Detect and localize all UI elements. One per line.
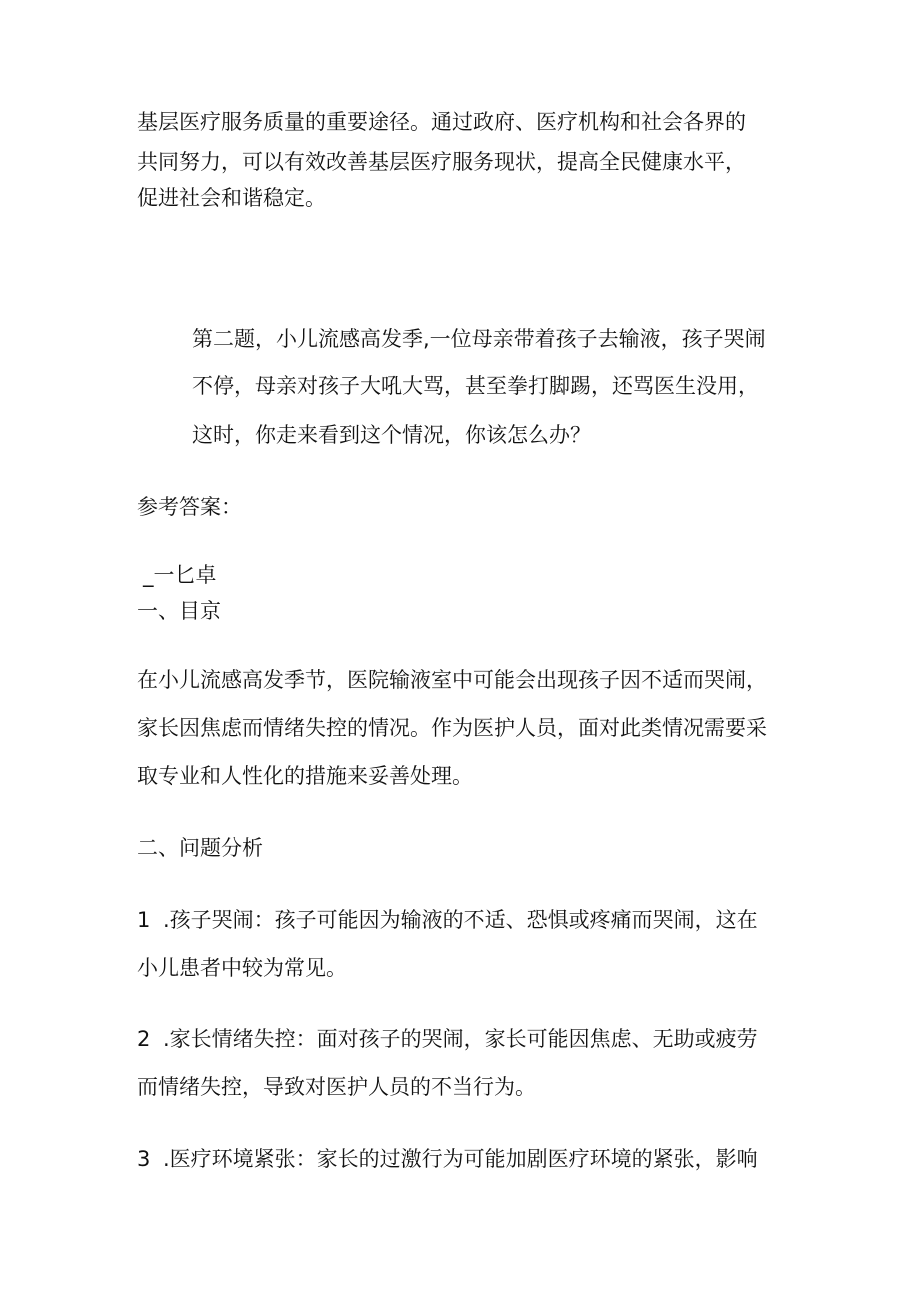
section-two-heading: 二、问题分析 [137,836,263,860]
analysis-item-1-number: 1 [137,908,151,932]
question-line-2: 不停，母亲对孩子大吼大骂，甚至拳打脚踢，还骂医生没用， [192,374,759,398]
analysis-item-3-number: 3 [137,1147,151,1171]
section-one-line-3: 取专业和人性化的措施来妥善处理。 [137,764,473,788]
intro-line-1: 基层医疗服务质量的重要途径。通过政府、医疗机构和社会各界的 [137,110,746,134]
section-one-heading: 一、目京 [137,599,221,623]
intro-line-3: 促进社会和谐稳定。 [137,186,326,210]
analysis-item-1-line-2: 小儿患者中较为常见。 [137,956,347,980]
intro-line-2: 共同努力，可以有效改善基层医疗服务现状，提高全民健康水平， [137,150,746,174]
analysis-item-3-line-1: .医疗环境紧张：家长的过激行为可能加剧医疗环境的紧张，影响 [163,1147,758,1171]
analysis-item-2-line-1: .家长情绪失控：面对孩子的哭闹，家长可能因焦虑、无助或疲劳 [163,1027,758,1051]
section-one-line-2: 家长因焦虑而情绪失控的情况。作为医护人员，面对此类情况需要采 [137,716,767,740]
section-one-line-1: 在小儿流感高发季节，医院输液室中可能会出现孩子因不适而哭闹， [137,668,767,692]
answer-label: 参考答案： [137,495,242,519]
analysis-item-2-number: 2 [137,1027,151,1051]
analysis-item-2-line-2: 而情绪失控，导致对医护人员的不当行为。 [137,1075,536,1099]
question-line-3: 这时，你走来看到这个情况，你该怎么办？ [192,423,591,447]
analysis-item-1-line-1: .孩子哭闹：孩子可能因为输液的不适、恐惧或疼痛而哭闹，这在 [163,908,758,932]
question-line-1: 第二题，小儿流感高发季,一位母亲带着孩子去输液，孩子哭闹 [192,327,766,351]
garbled-heading: _一匕卓 [143,563,217,587]
